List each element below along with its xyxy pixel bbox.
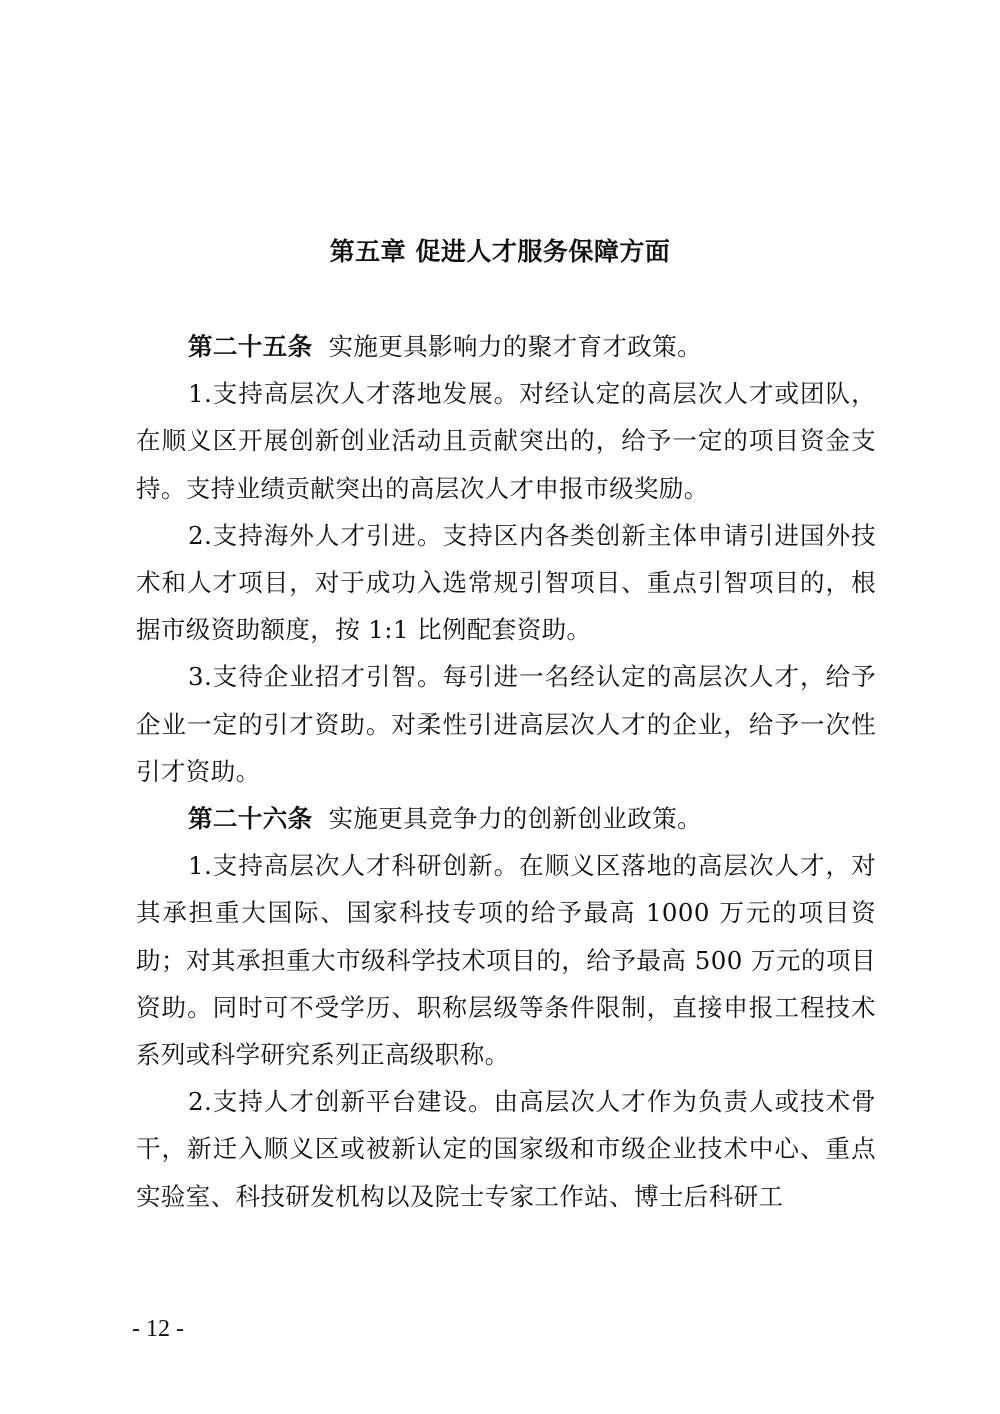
- article-26-item-1: 1.支持高层次人才科研创新。在顺义区落地的高层次人才，对其承担重大国际、国家科技专项的给予最高 1000 万元的项目资助；对其承担重大市级科学技术项目的，给予最高 500 万元的项目资助。同时可不受学历、职称层级等条件限制，直接申报工程技术系列或科学研究系列正高级职称。: [136, 851, 876, 1070]
- article-26-lead: 实施更具竞争力的创新创业政策。: [328, 804, 702, 834]
- article-26-item-2: 2.支持人才创新平台建设。由高层次人才作为负责人或技术骨干，新迁入顺义区或被新认定的国家级和市级企业技术中心、重点实验室、科技研发机构以及院士专家工作站、博士后科研工: [136, 1087, 876, 1211]
- article-25-item-3: 3.支待企业招才引智。每引进一名经认定的高层次人才，给予企业一定的引才资助。对柔性引进高层次人才的企业，给予一次性引才资助。: [136, 662, 876, 786]
- article-25-number: 第二十五条: [188, 332, 313, 361]
- page-number: - 12 -: [132, 1316, 184, 1342]
- article-25-heading-paragraph: [136, 323, 876, 370]
- article-26-heading-paragraph: [136, 795, 876, 842]
- document-body: [136, 323, 876, 1220]
- article-25-item-1: 1.支持高层次人才落地发展。对经认定的高层次人才或团队，在顺义区开展创新创业活动且贡献突出的，给予一定的项目资金支持。支持业绩贡献突出的高层次人才申报市级奖励。: [136, 379, 876, 503]
- article-25-lead: 实施更具影响力的聚才育才政策。: [328, 332, 702, 361]
- chapter-title: 第五章 促进人才服务保障方面: [329, 237, 671, 266]
- article-26-number: 第二十六条: [188, 804, 313, 834]
- article-25-item-2: 2.支持海外人才引进。支持区内各类创新主体申请引进国外技术和人才项目，对于成功入选常规引智项目、重点引智项目的，根据市级资助额度，按 1:1 比例配套资助。: [136, 520, 876, 645]
